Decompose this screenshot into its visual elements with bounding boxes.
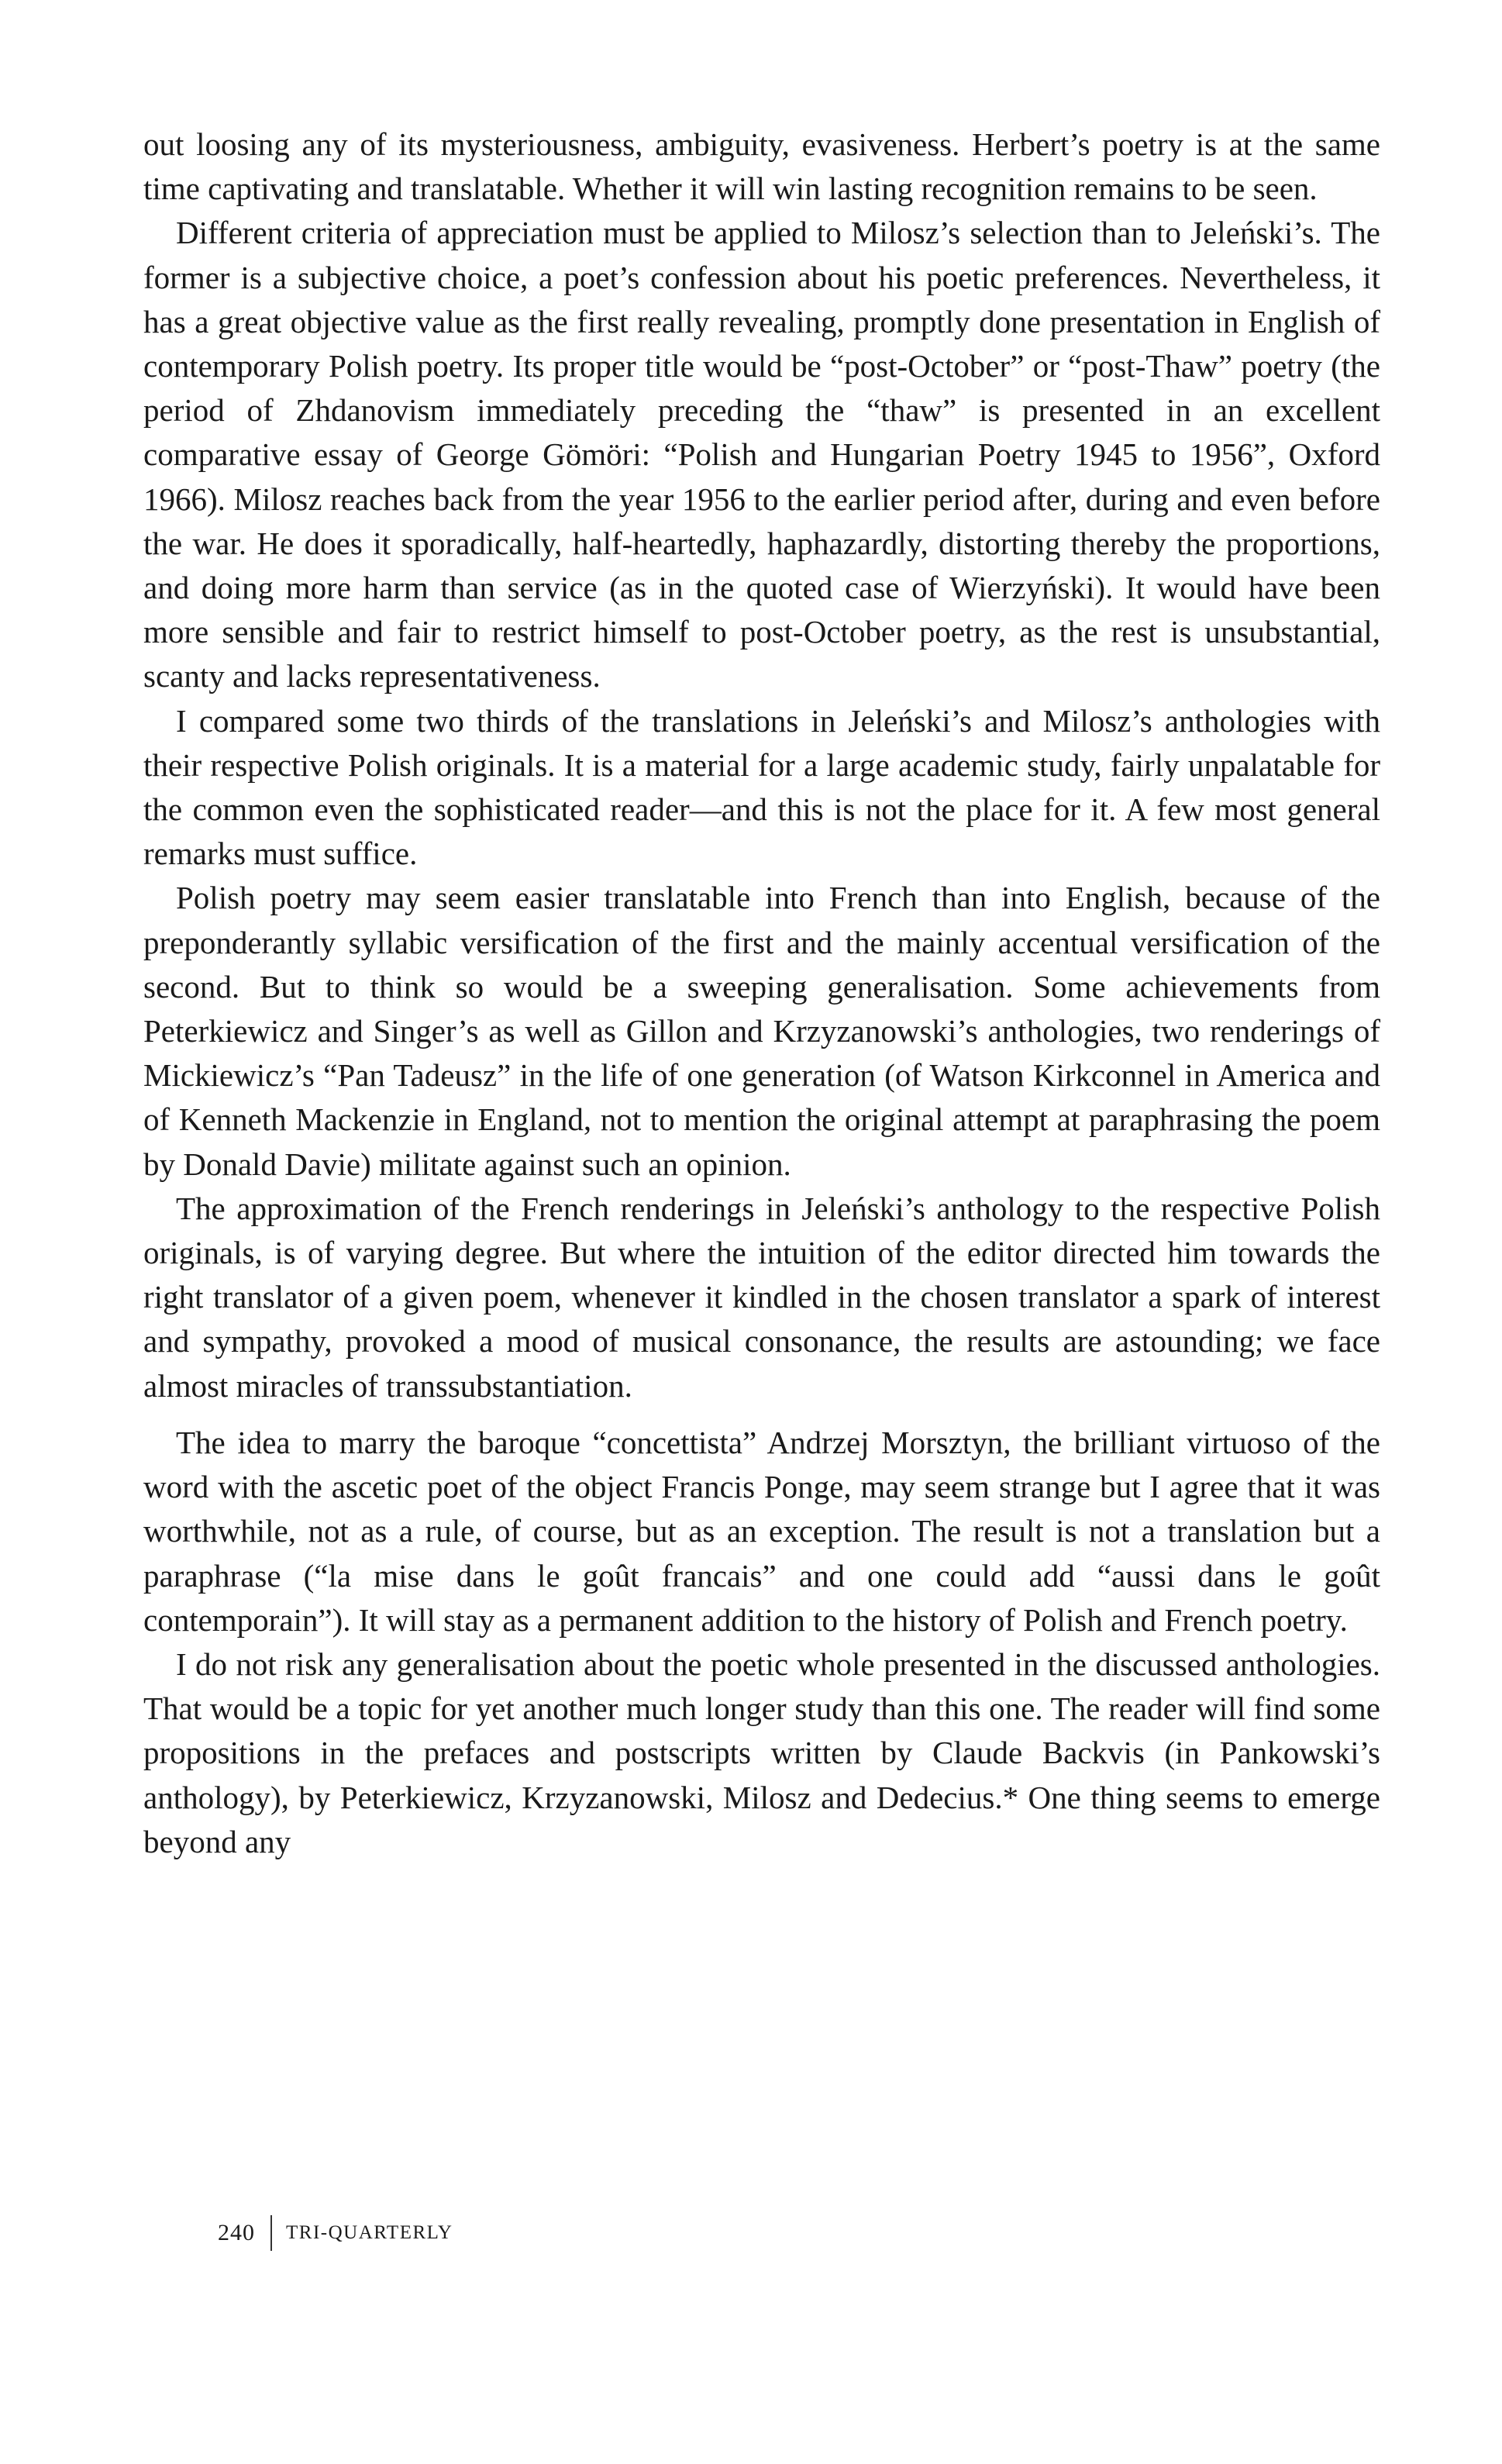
page-number: 240 (218, 2220, 255, 2245)
paragraph-herbert-continuation: out loosing any of its mysteriousness, ambiguity, evasiveness. Herbert’s poetry is at the same time captivating and translatable. Whether it will win lasting recognition remains to be seen. (143, 126, 1380, 207)
paragraph-morsztyn-ponge: The idea to marry the baroque “concettista” Andrzej Morsztyn, the brilliant virtuoso of the word with the ascetic poet of the object Francis Ponge, may seem strange but I agree that it was worthwhile, not as a rule, of course, but as an exception. The result is not a translation but a paraphrase (“la mise dans le goût francais” and one could add “aussi dans le goût contemporain”). It will stay as a permanent addition to the history of Polish and French poetry. (143, 1424, 1380, 1638)
paragraph-comparison: I compared some two thirds of the translations in Jeleński’s and Milosz’s anthologies with their respective Polish originals. It is a material for a large academic study, fairly unpalatable for the common even the sophisticated reader—and this is not the place for it. A few most general remarks must suffice. (143, 702, 1380, 872)
journal-name: TRI-QUARTERLY (286, 2222, 453, 2243)
page-body (143, 122, 1380, 1864)
paragraph-generalisation: I do not risk any generalisation about the poetic whole presented in the discussed anthologies. That would be a topic for yet another much longer study than this one. The reader will find some propositions in the prefaces and postscripts written by Claude Backvis (in Pankowski’s anthology), by Peterkiewicz, Krzyzanowski, Milosz and Dedecius.* One thing seems to emerge beyond any (143, 1646, 1380, 1859)
footer-divider (270, 2215, 272, 2251)
page-footer (218, 2215, 453, 2251)
paragraph-milosz-selection: Different criteria of appreciation must be applied to Milosz’s selection than to Jeleński’s. The former is a subjective choice, a poet’s confession about his poetic preferences. Nevertheless, it has a great objective value as the first really revealing, promptly done presentation in English of contemporary Polish poetry. Its proper title would be “post-October” or “post-Thaw” poetry (the period of Zhdanovism immediately preceding the “thaw” is presented in an excellent comparative essay of George Gömöri: “Polish and Hungarian Poetry 1945 to 1956”, Oxford 1966). Milosz reaches back from the year 1956 to the earlier period after, during and even before the war. He does it sporadically, half-heartedly, haphazardly, distorting thereby the proportions, and doing more harm than service (as in the quoted case of Wierzyński). It would have been more sensible and fair to restrict himself to post-October poetry, as the rest is unsubstantial, scanty and lacks representativeness. (143, 215, 1380, 694)
paragraph-french-renderings: The approximation of the French renderings in Jeleński’s anthology to the respective Polish originals, is of varying degree. But where the intuition of the editor directed him towards the right translator of a given poem, whenever it kindled in the chosen translator a spark of interest and sympathy, provoked a mood of musical consonance, the results are astounding; we face almost miracles of transsubstantiation. (143, 1190, 1380, 1404)
paragraph-translatability: Polish poetry may seem easier translatable into French than into English, because of the preponderantly syllabic versification of the first and the mainly accentual versification of the second. But to think so would be a sweeping generalisation. Some achievements from Peterkiewicz and Singer’s as well as Gillon and Krzyzanowski’s anthologies, two renderings of Mickiewicz’s “Pan Tadeusz” in the life of one generation (of Watson Kirkconnel in America and of Kenneth Mackenzie in England, not to mention the original attempt at paraphrasing the poem by Donald Davie) militate against such an opinion. (143, 880, 1380, 1182)
